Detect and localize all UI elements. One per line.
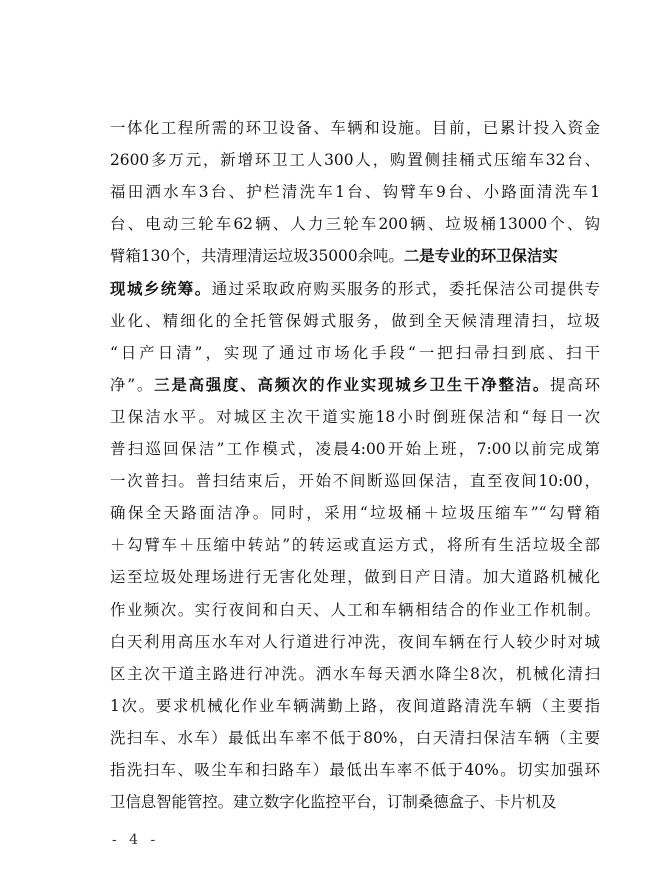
- text-segment: 作业频次。实行夜间和白天、人工和车辆相结合的作业工作机制。: [110, 600, 600, 619]
- text-segment: 2600多万元，新增环卫工人300人，购置侧挂桶式压缩车32台、: [110, 151, 600, 170]
- text-line: [110, 497, 600, 529]
- bold-text-segment: 现城乡统筹。: [110, 279, 212, 298]
- text-segment: 一次普扫。普扫结束后，开始不间断巡回保洁，直至夜间10:00，: [110, 472, 600, 491]
- text-line: [110, 273, 600, 305]
- text-segment: 福田洒水车3台、护栏清洗车1台、钩臂车9台、小路面清洗车1: [110, 183, 600, 202]
- text-line: [110, 754, 600, 786]
- text-line: [110, 176, 600, 208]
- text-segment: 臂箱130个，共清理清运垃圾35000余吨。: [110, 247, 404, 266]
- text-line: [110, 144, 600, 176]
- text-segment: 台、电动三轮车62辆、人力三轮车200辆、垃圾桶13000个、钩: [110, 215, 600, 234]
- text-segment: 通过采取政府购买服务的形式，委托保洁公司提供专: [211, 279, 600, 298]
- text-line: [110, 401, 600, 433]
- text-line: [110, 208, 600, 240]
- text-line: [110, 305, 600, 337]
- bold-text-segment: 三是高强度、高频次的作业实现城乡卫生干净整洁。: [154, 375, 551, 394]
- bold-text-segment: 二是专业的环卫保洁实: [403, 247, 558, 266]
- text-segment: 指洗扫车、吸尘车和扫路车）最低出车率不低于40%。切实加强环: [110, 761, 600, 779]
- text-line: [110, 658, 600, 690]
- text-line: [110, 561, 600, 593]
- text-segment: 运至垃圾处理场进行无害化处理，做到日产日清。加大道路机械化: [110, 568, 600, 587]
- text-segment: 卫信息智能管控。建立数字化监控平台，订制桑德盒子、卡片机及: [110, 793, 557, 812]
- text-line: [110, 465, 600, 497]
- text-segment: 洗扫车、水车）最低出车率不低于80%，白天清扫保洁车辆（主要: [110, 728, 600, 747]
- text-segment: 区主次干道主路进行冲洗。洒水车每天洒水降尘8次，机械化清扫: [110, 664, 600, 683]
- text-line: [110, 240, 600, 272]
- text-line: [110, 786, 600, 818]
- text-line: [110, 626, 600, 658]
- text-segment: 普扫巡回保洁”工作模式，凌晨4:00开始上班，7:00以前完成第: [110, 440, 600, 458]
- text-line: [110, 690, 600, 722]
- text-segment: 净”。: [110, 375, 155, 394]
- page-number: - 4 -: [112, 832, 160, 848]
- text-line: [110, 529, 600, 561]
- text-line: [110, 722, 600, 754]
- text-line: [110, 337, 600, 369]
- text-segment: 业化、精细化的全托管保姆式服务，做到全天候清理清扫，垃圾: [110, 311, 600, 330]
- text-line: [110, 433, 600, 465]
- text-line: [110, 112, 600, 144]
- text-segment: “日产日清”，实现了通过市场化手段“一把扫帚扫到底、扫干: [110, 343, 600, 362]
- text-segment: 白天利用高压水车对人行道进行冲洗，夜间车辆在行人较少时对城: [110, 632, 600, 651]
- text-segment: 卫保洁水平。对城区主次干道实施18小时倒班保洁和“每日一次: [110, 407, 600, 426]
- text-segment: 确保全天路面洁净。同时，采用“垃圾桶＋垃圾压缩车”“勾臂箱: [110, 504, 600, 523]
- text-segment: ＋勾臂车＋压缩中转站”的转运或直运方式，将所有生活垃圾全部: [110, 536, 600, 555]
- text-segment: 提高环: [550, 375, 600, 394]
- text-line: [110, 369, 600, 401]
- text-line: [110, 594, 600, 626]
- text-segment: 1次。要求机械化作业车辆满勤上路，夜间道路清洗车辆（主要指: [110, 696, 600, 715]
- text-segment: 一体化工程所需的环卫设备、车辆和设施。目前，已累计投入资金: [110, 119, 600, 137]
